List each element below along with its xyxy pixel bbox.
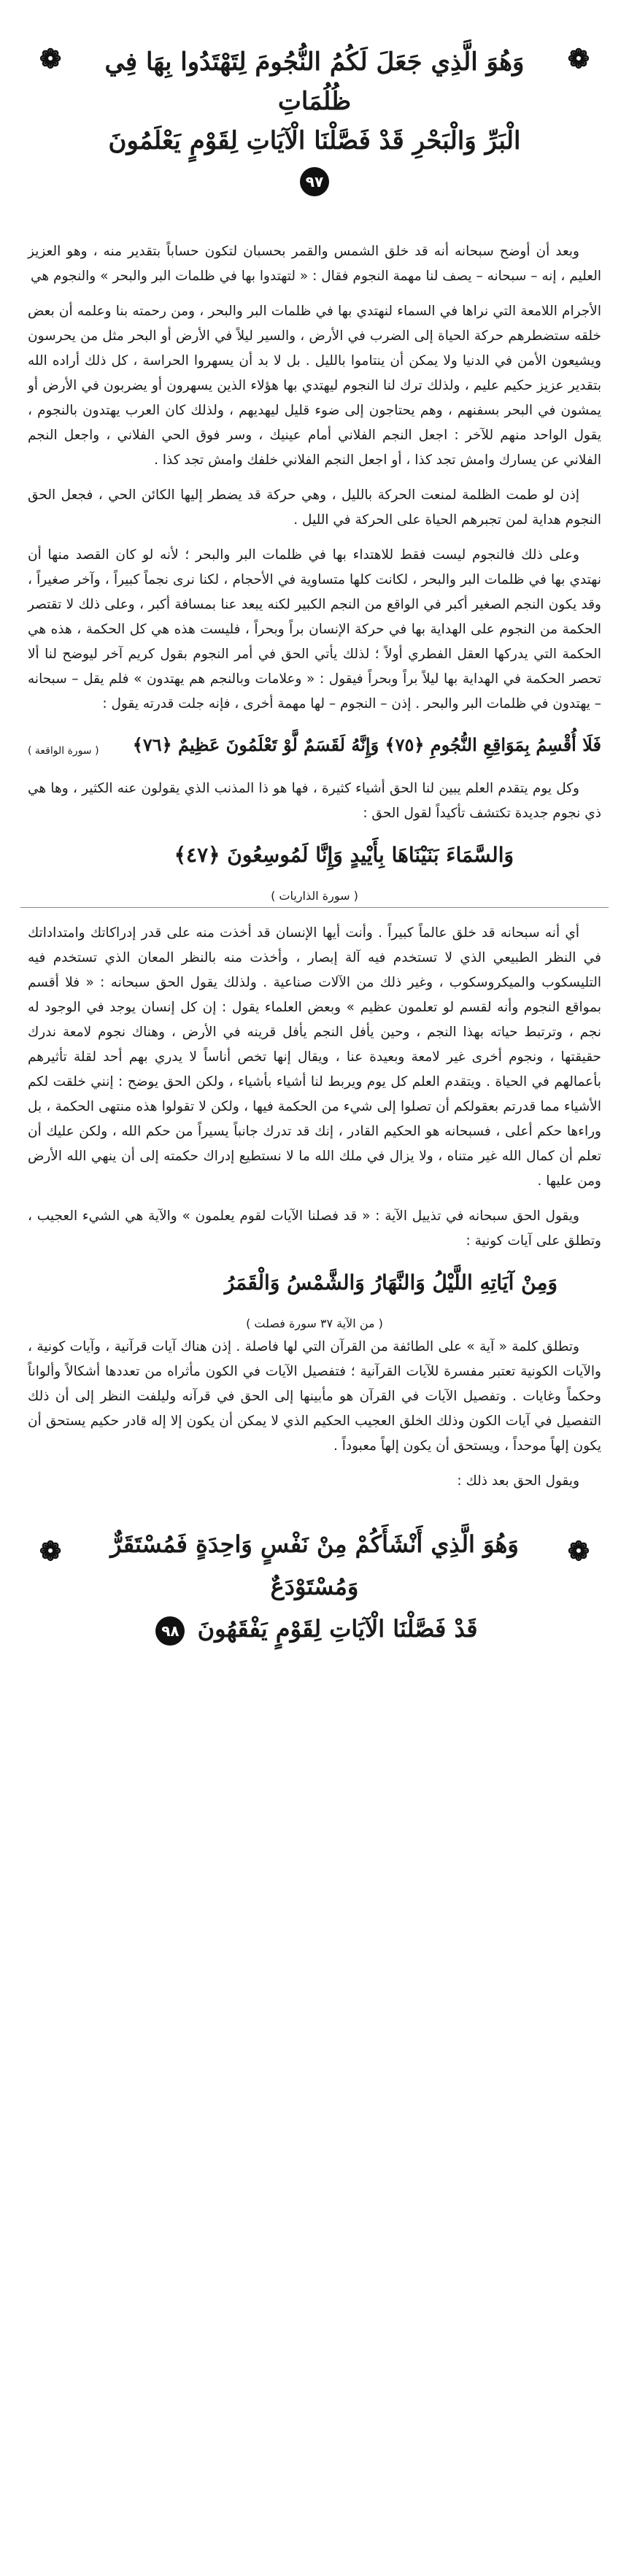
verse-waqia: [28, 728, 601, 762]
verse-fussilat: [28, 1264, 601, 1302]
paragraph-2: الأجرام اللامعة التي نراها في السماء لنهتدي بها في ظلمات البر والبحر ، ومن رحمته بنا وعلمه أن بعض خلقه ستضطرهم حركة الحياة إلى الضرب في الأرض ، والسير ليلاً في الأرض أو البحر مثل من يحرسون ويشيعون الأمن في الدنيا ولا يمكن أن ينتاموا بالليل . بل لا بد أن يسهروا الحراسة ، كل ذلك أراده الله بتقدير عزيز حكيم عليم ، ولذلك ترك لنا النجوم ليهتدي بها هؤلاء الذين يسهرون أو يضربون في الأرض أو يمشون في البحر بسفنهم ، وهم يحتاجون إلى ضوء قليل ليهديهم ، ولذلك كان العرب يهتدون بالنجوم ، يقول الواحد منهم للآخر : اجعل النجم الفلاني أمام عينيك ، وسر فوق الحي الفلاني ، واجعل النجم الفلاني عن يسارك وامش تجد كذا ، أو اجعل النجم الفلاني خلفك وامش تجد كذا .: [28, 304, 601, 468]
divider: [20, 907, 609, 908]
floral-ornament-icon: ❁: [39, 1536, 62, 1567]
bottom-verse-line-1: وَهُوَ الَّذِي أَنْشَأَكُمْ مِنْ نَفْسٍ وَاحِدَةٍ فَمُسْتَقَرٌّ وَمُسْتَوْدَعٌ: [110, 1530, 519, 1600]
bottom-verse-line-2: قَدْ فَصَّلْنَا الْآيَاتِ لِقَوْمٍ يَفْقَهُونَ ٩٨: [86, 1608, 543, 1650]
paragraph-3: إذن لو طمت الظلمة لمنعت الحركة بالليل ، وهي حركة قد يضطر إليها الكائن الحي ، فجعل الحق النجوم هداية لمن تجبرهم الحياة على الحركة في الليل .: [28, 487, 601, 528]
paragraph-1: وبعد أن أوضح سبحانه أنه قد خلق الشمس والقمر بحسبان لتكون حساباً بتقدير منه ، وهو العزيز العليم ، إنه – سبحانه – يصف لنا مهمة النجوم فقال : « لتهتدوا بها في ظلمات البر والبحر » والنجوم هي: [28, 244, 601, 284]
verse-dhariyat-ref: ( سورة الذاريات ): [271, 889, 358, 903]
paragraph-8: وتطلق كلمة « آية » على الطائفة من القرآن التي لها فاصلة . إذن هناك آيات قرآنية ، وآيات كونية ، والآيات الكونية تعتبر مفسرة للآيات القرآنية ؛ فتفصيل الآيات في الكون مأثراه من تعددها أشكالاً وألواناً وحكماً وغايات . وتفصيل الآيات في القرآن هو مأبينها إلى الحق في قرآنه وليلفت النظر إلى أن ذلك التفصيل في آيات الكون وذلك الخلق العجيب الحكيم الذي لا يمكن أن يكون إلا إله قادر حكيم يستحق أن يكون إلهاً موحداً ، ويستحق أن يكون إلهاً معبوداً .: [28, 1339, 601, 1454]
top-verse-line-1: وَهُوَ الَّذِي جَعَلَ لَكُمُ النُّجُومَ لِتَهْتَدُوا بِهَا فِي ظُلُمَاتِ: [104, 47, 525, 116]
top-verse-banner: [35, 29, 594, 210]
verse-dhariyat: [28, 836, 601, 874]
verse-waqia-ref: ( سورة الواقعة ): [28, 745, 99, 757]
top-verse-line-2: الْبَرِّ وَالْبَحْرِ قَدْ فَصَّلْنَا الْآيَاتِ لِقَوْمٍ يَعْلَمُونَ ٩٧: [86, 121, 543, 200]
verse-fussilat-ref: ( من الآية ٣٧ سورة فصلت ): [246, 1316, 383, 1330]
verse-dhariyat-text: وَالسَّمَاءَ بَنَيْنَاهَا بِأَيْيدٍ وَإِنَّا لَمُوسِعُونَ ﴿٤٧﴾: [174, 843, 514, 867]
ayah-end-marker-icon: ٩٨: [155, 1616, 185, 1646]
verse-fussilat-text: وَمِنْ آيَاتِهِ اللَّيْلُ وَالنَّهَارُ وَالشَّمْسُ وَالْقَمَرُ: [224, 1270, 557, 1295]
floral-ornament-icon: ❁: [39, 44, 62, 74]
paragraph-4: وعلى ذلك فالنجوم ليست فقط للاهتداء بها في ظلمات البر والبحر ؛ لأنه لو كان القصد منها أن نهتدي بها في ظلمات البر والبحر ، لكانت كلها متساوية في الأحجام ، لكنا نرى نجماً كبيراً ، وآخر صغيراً ، وقد يكون النجم الصغير أكبر في الواقع من النجم الكبير لكنه يبعد عنا بمسافة أكبر ، وعلى ذلك لا تقتصر الحكمة من النجوم على الهداية بها في حركة الإنسان براً وبحراً ، فليست هذه هي كل الحكمة ، هذه هي الحكمة التي يدركها العقل الفطري أولاً ؛ لذلك يأتي الحق في أمر النجوم بقول كريم آخر ليوضح لنا ألا تحصر الحكمة في الهداية بها ليلاً براً وبحراً فيقول : « وعلامات وبالنجم هم يهتدون » فلم يقل – سبحانه – يهتدون في ظلمات البر والبحر . إذن – النجوم – لها مهمة أخرى ، فإنه جلت قدرته يقول :: [28, 547, 601, 712]
paragraph-9: ويقول الحق بعد ذلك :: [457, 1473, 579, 1489]
ayah-end-marker-icon: ٩٧: [300, 167, 329, 196]
paragraph-5: وكل يوم يتقدم العلم يبين لنا الحق أشياء كثيرة ، فها هو ذا المذنب الذي يقولون عنه الكثير ، وها هي ذي نجوم جديدة تكتشف تأكيداً لقول الحق :: [28, 781, 601, 821]
paragraph-6: أي أنه سبحانه قد خلق عالماً كبيراً . وأنت أيها الإنسان قد أخذت منه على قدر إدراكاتك وامتداداتك في النظر الطبيعي الذي لا تستخدم فيه آلة إبصار ، وأخذت منه بالنظر المعان الذي تستخدم فيه التليسكوب والميكروسكوب ، وغير ذلك من الآلات صناعية . ولذلك يقول الحق سبحانه : « فلا أقسم بمواقع النجوم وأنه لقسم لو تعلمون عظيم » وبعض العلماء يقول : إن كل إنسان يوجد في الوجود له نجم ، وترتبط حياته بهذا النجم ، وحين يأفل النجم يأفل قرينه في الأرض ، وهناك نجوم لامعة ندرك حقيقتها ، ونجوم أخرى غير لامعة وبعيدة عنا ، ويقال إنها تخص أناساً لا يدري بهم أحد لقلة تأثيرهم بأعمالهم في الحياة . ويتقدم العلم كل يوم ويربط لنا أشياء بأشياء ، ولكن الحق يوضح : إنني خلقت لكم الأشياء مما قدرتم بعقولكم أن تصلوا إلى شيء من الحكمة فيها ، ولكن لا تقولوا هذه منتهى الحكمة ، بل وراءها حكم أعلى ، فسبحانه هو الحكيم القادر ، إنك قد تدرك جانباً يسيراً من حكم الله ، ولكن عليك أن تعلم أن كمال الله غير متناه ، ولا يزال في ملك الله ما لا نستطيع إدراك حكمته إلى أن ينهي الله الأرض ومن عليها .: [28, 925, 601, 1189]
verse-waqia-text: فَلَا أُقْسِمُ بِمَوَاقِعِ النُّجُومِ ﴿٧٥﴾ وَإِنَّهُ لَقَسَمٌ لَّوْ تَعْلَمُونَ عَظِيمٌ ﴿٧٦﴾: [132, 734, 601, 755]
floral-ornament-icon: ❁: [567, 44, 590, 74]
floral-ornament-icon: ❁: [567, 1536, 590, 1567]
paragraph-7: ويقول الحق سبحانه في تذييل الآية : « قد فصلنا الآيات لقوم يعلمون » والآية هي الشيء العجيب ، وتطلق على آيات كونية :: [28, 1208, 601, 1249]
bottom-verse-banner: [35, 1516, 594, 1657]
